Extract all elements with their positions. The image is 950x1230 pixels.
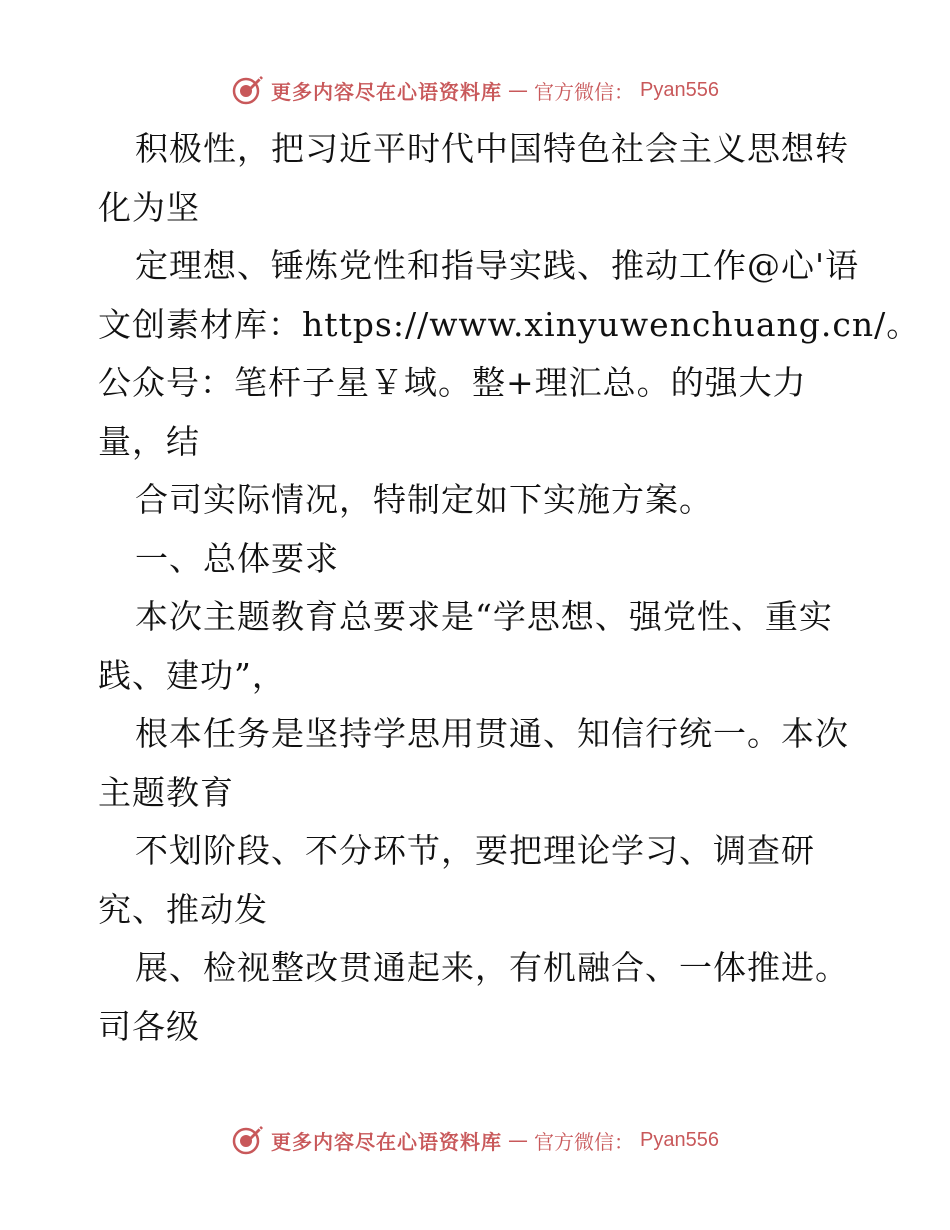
text-line: 展、检视整改贯通起来，有机融合、一体推进。: [135, 948, 849, 987]
text-line: 司各级: [98, 1006, 200, 1046]
text-line: 定理想、锤炼党性和指导实践、推动工作@心'语: [135, 246, 860, 285]
text-line: 不划阶段、不分环节，要把理论学习、调查研: [135, 831, 815, 870]
pen-nib-seal-icon: [231, 1123, 265, 1157]
document-body: [98, 120, 921, 1056]
text-line: 公众号：笔杆子星￥域。整+理汇总。的强大力: [98, 363, 807, 402]
header-banner-wechat-label: 官方微信：: [534, 79, 635, 104]
text-line: 文创素材库：https://www.xinyuwenchuang.cn/。: [98, 304, 921, 344]
footer-banner-text: 更多内容尽在心语资料库: [271, 1129, 503, 1154]
text-line: 主题教育: [98, 772, 234, 812]
header-banner-text: 更多内容尽在心语资料库: [271, 79, 503, 104]
footer-banner-wechat-label: 官方微信：: [534, 1129, 635, 1154]
pen-nib-seal-icon: [231, 73, 265, 107]
header-banner: [0, 70, 950, 110]
footer-banner-wechat-id: Pyan556: [640, 1128, 719, 1151]
text-line: 本次主题教育总要求是“学思想、强党性、重实: [135, 597, 833, 636]
text-line: 化为坚: [98, 187, 200, 227]
text-line: 量，结: [98, 421, 200, 461]
header-banner-wechat-id: Pyan556: [640, 78, 719, 101]
text-line: 合司实际情况，特制定如下实施方案。: [135, 480, 713, 519]
footer-banner-separator: —: [508, 1128, 529, 1152]
text-line: 究、推动发: [98, 889, 268, 929]
text-line: 根本任务是坚持学思用贯通、知信行统一。本次: [135, 714, 849, 753]
footer-banner: [0, 1120, 950, 1160]
header-banner-separator: —: [508, 78, 529, 102]
text-line: 积极性，把习近平时代中国特色社会主义思想转: [135, 129, 849, 168]
text-line: 践、建功”，: [98, 655, 286, 695]
section-heading: 一、总体要求: [135, 538, 339, 578]
